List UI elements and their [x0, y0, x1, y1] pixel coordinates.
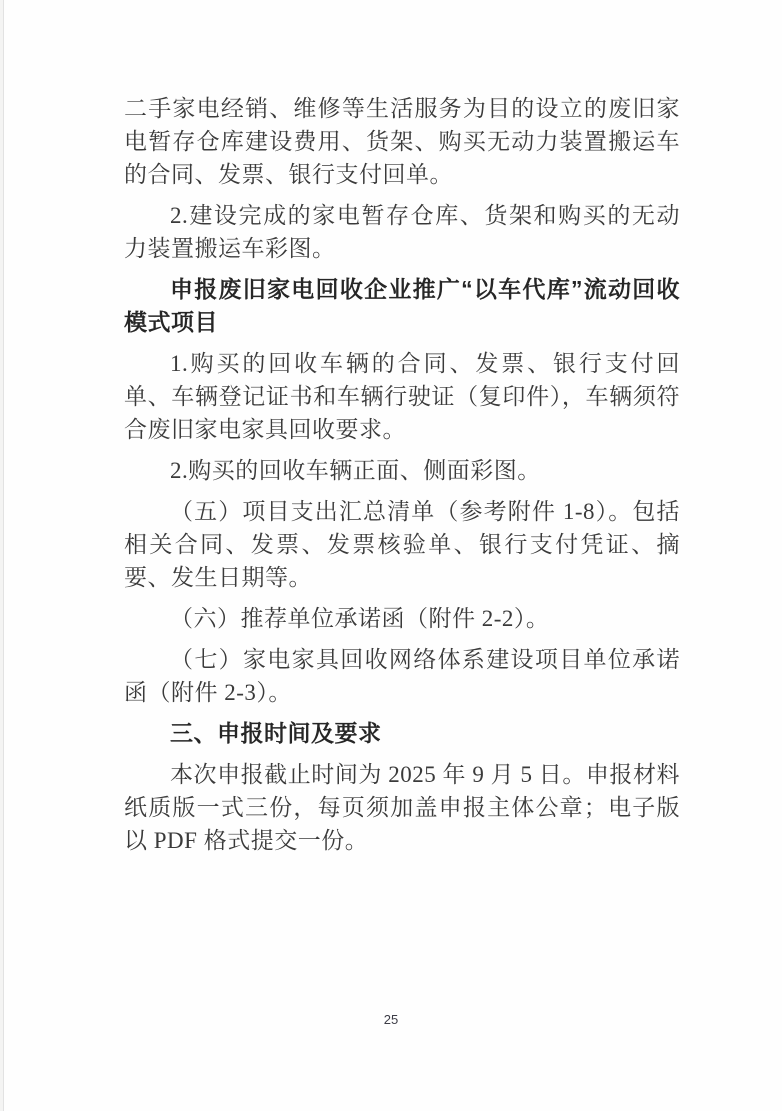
paragraph-expense-summary-list: （五）项目支出汇总清单（参考附件 1-8）。包括相关合同、发票、发票核验单、银行支付凭证、摘要、发生日期等。: [124, 499, 680, 590]
paragraph-vehicle-documents: 1.购买的回收车辆的合同、发票、银行支付回单、车辆登记证书和车辆行驶证（复印件），车辆须符合废旧家电家具回收要求。: [124, 351, 680, 442]
scan-edge-line: [3, 0, 4, 1111]
paragraph-vehicle-photos: 2.购买的回收车辆正面、侧面彩图。: [170, 458, 541, 483]
section-heading-vehicle-as-warehouse-project: 申报废旧家电回收企业推广“以车代库”流动回收模式项目: [124, 276, 680, 335]
paragraph-warehouse-photos: 2.建设完成的家电暂存仓库、货架和购买的无动力装置搬运车彩图。: [124, 203, 680, 261]
section-heading-application-time-requirements: 三、申报时间及要求: [170, 720, 382, 746]
document-body: [124, 92, 680, 857]
paragraph-network-system-letter: （七）家电家具回收网络体系建设项目单位承诺函（附件 2-3）。: [124, 647, 680, 705]
page-footer: [0, 1012, 782, 1027]
paragraph-warehouse-receipts: 二手家电经销、维修等生活服务为目的设立的废旧家电暂存仓库建设费用、货架、购买无动力装置搬运车的合同、发票、银行支付回单。: [124, 96, 680, 187]
page-number: 25: [383, 1012, 399, 1027]
paragraph-deadline-requirements: 本次申报截止时间为 2025 年 9 月 5 日。申报材料纸质版一式三份，每页须加盖申报主体公章；电子版以 PDF 格式提交一份。: [124, 762, 680, 853]
paragraph-recommendation-letter: （六）推荐单位承诺函（附件 2-2）。: [170, 606, 550, 631]
